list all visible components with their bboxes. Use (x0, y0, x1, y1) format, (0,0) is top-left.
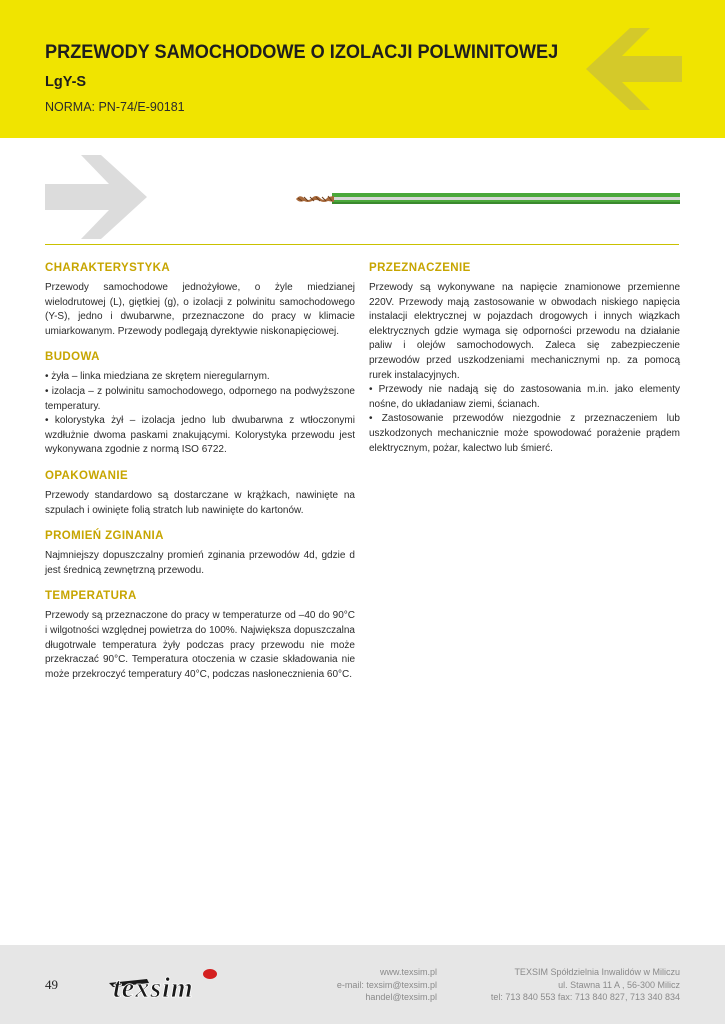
section-title: CHARAKTERYSTYKA (45, 262, 171, 274)
section-temperatura (45, 590, 355, 682)
section-opakowanie (45, 470, 355, 518)
right-arrow-icon (45, 155, 147, 239)
email-link[interactable]: e-mail: texsim@texsim.pl (336, 979, 437, 990)
page-title: PRZEWODY SAMOCHODOWE O IZOLACJI POLWINITOWEJ (45, 41, 559, 63)
norm-reference: NORMA: PN-74/E-90181 (45, 100, 185, 114)
company-info (450, 966, 680, 1004)
sales-email-link[interactable]: handel@texsim.pl (365, 992, 437, 1002)
section-divider (45, 244, 679, 245)
company-phone: tel: 713 840 553 fax: 713 840 827, 713 340 834 (490, 992, 680, 1002)
right-column (369, 262, 680, 468)
section-title: PRZEZNACZENIE (369, 262, 471, 274)
section-title: TEMPERATURA (45, 590, 137, 603)
section-przeznaczenie (369, 262, 680, 456)
section-title: OPAKOWANIE (45, 469, 129, 482)
left-arrow-icon (586, 28, 682, 110)
contact-info (300, 966, 437, 1004)
section-title: PROMIEŃ ZGINANIA (45, 530, 164, 543)
section-text: Przewody są przeznaczone do pracy w temperaturze od –40 do 90°C i wilgotności względnej powietrza do 100%. Największa dopuszczalna długotrwale temperatura żyły podczas pracy przewodu nie może przekraczać 90°C. Temperatura otoczenia w czasie składowania nie może przekroczyć temperatury 40°C, podczas nasłonecznienia 60°C. (45, 610, 355, 680)
page-number: 49 (45, 977, 58, 992)
bullet-item: • kolorystyka żył – izolacja jedno lub dwubarwna z wtłoczonymi wzdłużnie dwoma paskami znakującymi. Kolorystyka przewodu jest wykonywana zgodnie z normą ISO 6722. (45, 415, 355, 456)
texsim-logo (107, 965, 243, 1005)
header-band (0, 0, 725, 138)
section-title: BUDOWA (45, 351, 100, 364)
section-text: Przewody standardowo są dostarczane w krążkach, nawinięte na szpulach i owinięte folią stratch lub nawinięte do kartonów. (45, 489, 355, 516)
section-budowa (45, 351, 355, 458)
section-text (45, 370, 355, 458)
section-text (369, 281, 680, 456)
bullet-item: • żyła – linka miedziana ze skrętem nieregularnym. (45, 371, 270, 383)
bullet-item: • izolacja – z polwinitu samochodowego, odpornego na podwyższone temperatury. (45, 385, 355, 412)
section-text: Najmniejszy dopuszczalny promień zginania przewodów 4d, gdzie d jest średnicą zewnętrzną przewodu. (45, 550, 355, 576)
company-address: ul. Stawna 11 A , 56-300 Milicz (558, 979, 680, 990)
bullet-item: • Przewody nie nadają się do zastosowania m.in. jako elementy nośne, do układaniaw ziemi, ścianach. (369, 384, 680, 410)
product-code: LgY-S (45, 74, 87, 90)
left-column (45, 262, 355, 694)
section-text: Przewody samochodowe jednożyłowe, o żyle miedzianej wielodrutowej (L), giętkiej (g), o izolacji z polwinitu samochodowego (Y-S), jedno i dwubarwne, przeznaczone do pracy w klimacie umiarkowanym. Przewody podlegają dyrektywie niskonapięciowej. (45, 282, 355, 337)
cable-image (294, 190, 680, 208)
company-name: TEXSIM Spółdzielnia Inwalidów w Miliczu (514, 967, 680, 977)
section-promien-zginania (45, 530, 355, 578)
section-charakterystyka (45, 262, 355, 339)
bullet-item: • Zastosowanie przewodów niezgodnie z przeznaczeniem lub uszkodzonych mechanicznie może spowodować porażenie prądem elektrycznym, pożar, kalectwo lub śmierć. (369, 413, 680, 454)
paragraph: Przewody są wykonywane na napięcie znamionowe przemienne 220V. Przewody mają zastosowanie w obwodach niskiego napięcia instalacji elektrycznej w pojazdach drogowych i innych wiązkach elektrycznych gdzie wymaga się odporności przewodu na działanie paliw i olejów samochodowych. Zaleca się zabezpieczenie przewodów przed uszkodzeniami mechanicznymi np. za pomocą rurek instalacyjnych. (369, 282, 680, 381)
website-link[interactable]: www.texsim.pl (379, 967, 437, 977)
svg-text:texsim: texsim (113, 973, 194, 1004)
